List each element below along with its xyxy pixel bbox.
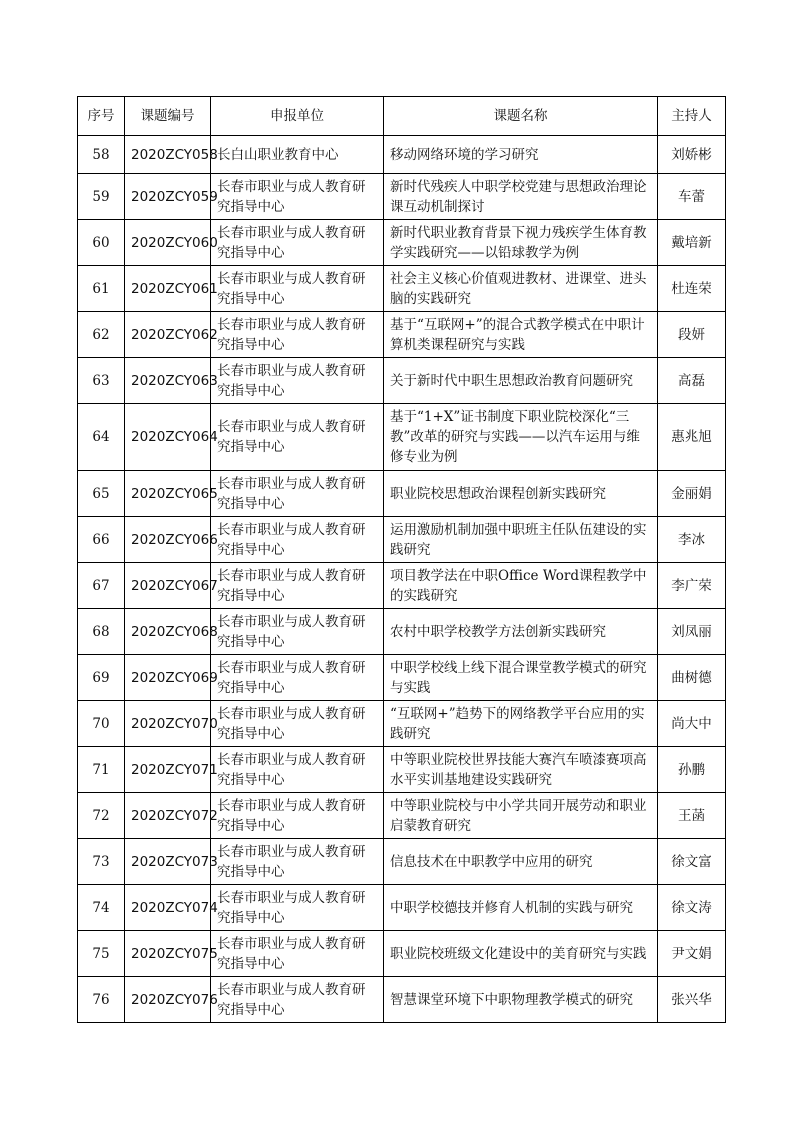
cell-no: 62 xyxy=(78,312,125,358)
cell-code: 2020ZCY075 xyxy=(125,931,211,977)
cell-title: 农村中职学校教学方法创新实践研究 xyxy=(384,609,658,655)
cell-title: 移动网络环境的学习研究 xyxy=(384,136,658,174)
table-row xyxy=(78,747,726,793)
cell-unit: 长春市职业与成人教育研究指导中心 xyxy=(211,839,384,885)
cell-title: 新时代残疾人中职学校党建与思想政治理论课互动机制探讨 xyxy=(384,174,658,220)
cell-no: 63 xyxy=(78,358,125,404)
cell-host: 李广荣 xyxy=(658,563,726,609)
cell-host: 李冰 xyxy=(658,517,726,563)
cell-no: 72 xyxy=(78,793,125,839)
cell-host: 尹文娟 xyxy=(658,931,726,977)
cell-code: 2020ZCY070 xyxy=(125,701,211,747)
cell-host: 段妍 xyxy=(658,312,726,358)
table-row xyxy=(78,220,726,266)
cell-unit: 长春市职业与成人教育研究指导中心 xyxy=(211,931,384,977)
cell-host: 徐文涛 xyxy=(658,885,726,931)
cell-unit: 长春市职业与成人教育研究指导中心 xyxy=(211,655,384,701)
cell-host: 金丽娟 xyxy=(658,471,726,517)
cell-title: 智慧课堂环境下中职物理教学模式的研究 xyxy=(384,977,658,1023)
cell-title: 新时代职业教育背景下视力残疾学生体育教学实践研究——以铅球教学为例 xyxy=(384,220,658,266)
table-row xyxy=(78,136,726,174)
cell-no: 64 xyxy=(78,404,125,471)
cell-no: 68 xyxy=(78,609,125,655)
cell-code: 2020ZCY069 xyxy=(125,655,211,701)
cell-no: 73 xyxy=(78,839,125,885)
cell-title: 中职学校线上线下混合课堂教学模式的研究与实践 xyxy=(384,655,658,701)
cell-no: 65 xyxy=(78,471,125,517)
cell-code: 2020ZCY073 xyxy=(125,839,211,885)
table-row xyxy=(78,609,726,655)
cell-code: 2020ZCY065 xyxy=(125,471,211,517)
cell-title: 信息技术在中职教学中应用的研究 xyxy=(384,839,658,885)
cell-title: 中等职业院校世界技能大赛汽车喷漆赛项高水平实训基地建设实践研究 xyxy=(384,747,658,793)
cell-no: 61 xyxy=(78,266,125,312)
table-row xyxy=(78,793,726,839)
cell-unit: 长春市职业与成人教育研究指导中心 xyxy=(211,977,384,1023)
cell-unit: 长春市职业与成人教育研究指导中心 xyxy=(211,747,384,793)
cell-unit: 长春市职业与成人教育研究指导中心 xyxy=(211,266,384,312)
table-row xyxy=(78,885,726,931)
cell-no: 76 xyxy=(78,977,125,1023)
header-unit: 申报单位 xyxy=(211,97,384,136)
header-host: 主持人 xyxy=(658,97,726,136)
cell-title: 基于“互联网+”的混合式教学模式在中职计算机类课程研究与实践 xyxy=(384,312,658,358)
table-row xyxy=(78,977,726,1023)
cell-title: 中职学校德技并修育人机制的实践与研究 xyxy=(384,885,658,931)
cell-host: 张兴华 xyxy=(658,977,726,1023)
table-row xyxy=(78,655,726,701)
cell-no: 70 xyxy=(78,701,125,747)
cell-no: 58 xyxy=(78,136,125,174)
cell-code: 2020ZCY058 xyxy=(125,136,211,174)
header-code: 课题编号 xyxy=(125,97,211,136)
cell-unit: 长春市职业与成人教育研究指导中心 xyxy=(211,609,384,655)
cell-host: 刘娇彬 xyxy=(658,136,726,174)
cell-host: 戴培新 xyxy=(658,220,726,266)
cell-host: 刘凤丽 xyxy=(658,609,726,655)
cell-title: 关于新时代中职生思想政治教育问题研究 xyxy=(384,358,658,404)
cell-title: 运用激励机制加强中职班主任队伍建设的实践研究 xyxy=(384,517,658,563)
cell-title: “互联网+”趋势下的网络教学平台应用的实践研究 xyxy=(384,701,658,747)
cell-no: 60 xyxy=(78,220,125,266)
cell-code: 2020ZCY066 xyxy=(125,517,211,563)
header-row xyxy=(78,97,726,136)
cell-host: 王菡 xyxy=(658,793,726,839)
table-row xyxy=(78,404,726,471)
project-table xyxy=(77,96,726,1023)
cell-unit: 长春市职业与成人教育研究指导中心 xyxy=(211,220,384,266)
cell-unit: 长春市职业与成人教育研究指导中心 xyxy=(211,358,384,404)
cell-code: 2020ZCY064 xyxy=(125,404,211,471)
cell-unit: 长白山职业教育中心 xyxy=(211,136,384,174)
cell-host: 曲树德 xyxy=(658,655,726,701)
table-row xyxy=(78,701,726,747)
cell-code: 2020ZCY068 xyxy=(125,609,211,655)
table-row xyxy=(78,312,726,358)
cell-code: 2020ZCY061 xyxy=(125,266,211,312)
cell-code: 2020ZCY071 xyxy=(125,747,211,793)
cell-no: 59 xyxy=(78,174,125,220)
cell-code: 2020ZCY076 xyxy=(125,977,211,1023)
cell-code: 2020ZCY074 xyxy=(125,885,211,931)
cell-unit: 长春市职业与成人教育研究指导中心 xyxy=(211,793,384,839)
cell-unit: 长春市职业与成人教育研究指导中心 xyxy=(211,701,384,747)
cell-unit: 长春市职业与成人教育研究指导中心 xyxy=(211,471,384,517)
table-row xyxy=(78,839,726,885)
cell-unit: 长春市职业与成人教育研究指导中心 xyxy=(211,563,384,609)
cell-host: 徐文富 xyxy=(658,839,726,885)
cell-code: 2020ZCY060 xyxy=(125,220,211,266)
cell-code: 2020ZCY067 xyxy=(125,563,211,609)
cell-title: 项目教学法在中职Office Word课程教学中的实践研究 xyxy=(384,563,658,609)
cell-no: 71 xyxy=(78,747,125,793)
cell-title: 社会主义核心价值观进教材、进课堂、进头脑的实践研究 xyxy=(384,266,658,312)
cell-host: 高磊 xyxy=(658,358,726,404)
table-row xyxy=(78,471,726,517)
cell-title: 职业院校班级文化建设中的美育研究与实践 xyxy=(384,931,658,977)
table-row xyxy=(78,563,726,609)
cell-host: 惠兆旭 xyxy=(658,404,726,471)
header-no: 序号 xyxy=(78,97,125,136)
cell-no: 69 xyxy=(78,655,125,701)
table-row xyxy=(78,266,726,312)
cell-host: 孙鹏 xyxy=(658,747,726,793)
cell-host: 尚大中 xyxy=(658,701,726,747)
cell-title: 基于“1+X”证书制度下职业院校深化“三教”改革的研究与实践——以汽车运用与维修专业为例 xyxy=(384,404,658,471)
header-title: 课题名称 xyxy=(384,97,658,136)
table-row xyxy=(78,517,726,563)
cell-unit: 长春市职业与成人教育研究指导中心 xyxy=(211,885,384,931)
cell-code: 2020ZCY059 xyxy=(125,174,211,220)
cell-title: 中等职业院校与中小学共同开展劳动和职业启蒙教育研究 xyxy=(384,793,658,839)
cell-code: 2020ZCY063 xyxy=(125,358,211,404)
cell-no: 66 xyxy=(78,517,125,563)
cell-host: 车蕾 xyxy=(658,174,726,220)
cell-no: 75 xyxy=(78,931,125,977)
cell-unit: 长春市职业与成人教育研究指导中心 xyxy=(211,404,384,471)
table-row xyxy=(78,358,726,404)
cell-unit: 长春市职业与成人教育研究指导中心 xyxy=(211,312,384,358)
cell-code: 2020ZCY062 xyxy=(125,312,211,358)
table-row xyxy=(78,931,726,977)
cell-unit: 长春市职业与成人教育研究指导中心 xyxy=(211,174,384,220)
table-row xyxy=(78,174,726,220)
cell-no: 74 xyxy=(78,885,125,931)
cell-host: 杜连荣 xyxy=(658,266,726,312)
cell-unit: 长春市职业与成人教育研究指导中心 xyxy=(211,517,384,563)
cell-title: 职业院校思想政治课程创新实践研究 xyxy=(384,471,658,517)
cell-code: 2020ZCY072 xyxy=(125,793,211,839)
cell-no: 67 xyxy=(78,563,125,609)
